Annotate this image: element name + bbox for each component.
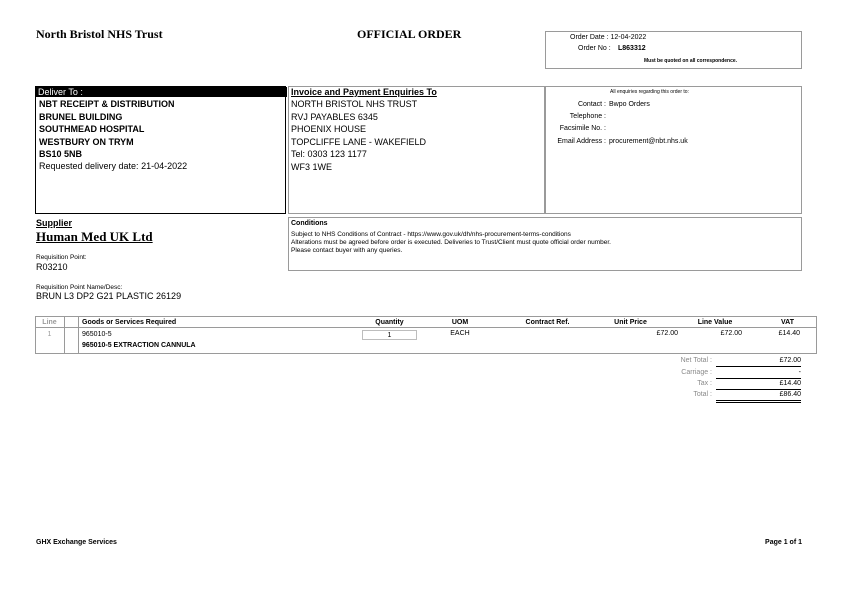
deliver-line: SOUTHMEAD HOSPITAL — [39, 124, 145, 134]
totals-rule — [716, 389, 801, 390]
totals-double-rule — [716, 402, 801, 403]
requested-delivery-date: Requested delivery date: 21-04-2022 — [39, 161, 188, 171]
column-header-contract: Contract Ref. — [525, 319, 570, 326]
deliver-line: BRUNEL BUILDING — [39, 111, 123, 122]
conditions-heading: Conditions — [291, 220, 328, 227]
enquiries-heading: All enquiries regarding this order to: — [610, 89, 689, 95]
deliver-line: WESTBURY ON TRYM — [39, 136, 134, 147]
carriage-value: - — [798, 369, 801, 376]
footer-page-number: Page 1 of 1 — [765, 539, 802, 546]
contact-value: Bwpo Orders — [609, 101, 650, 108]
invoice-line: NORTH BRISTOL NHS TRUST — [291, 99, 418, 109]
grand-total-value: £86.40 — [779, 391, 801, 398]
enquiries-box — [545, 86, 802, 214]
contact-label: Contact : — [577, 101, 606, 108]
deliver-line: NBT RECEIPT & DISTRIBUTION — [39, 99, 175, 109]
column-header-quantity: Quantity — [375, 319, 404, 326]
fax-label: Facsimile No. : — [559, 125, 606, 132]
totals-rule — [716, 378, 801, 379]
column-header-vat: VAT — [781, 319, 794, 326]
invoice-line: TOPCLIFFE LANE - WAKEFIELD — [291, 136, 427, 147]
conditions-line: Alterations must be agreed before order is executed. Deliveries to Trust/Client must quote official order number. — [291, 239, 611, 246]
supplier-name: Human Med UK Ltd — [36, 229, 153, 244]
column-header-goods: Goods or Services Required — [82, 319, 177, 326]
conditions-text — [291, 231, 611, 255]
column-header-uom: UOM — [451, 319, 469, 326]
column-header-line: Line — [42, 319, 57, 326]
telephone-label: Telephone : — [569, 113, 606, 120]
invoice-heading: Invoice and Payment Enquiries To — [291, 87, 437, 97]
invoice-line: WF3 1WE — [291, 161, 333, 172]
email-label: Email Address : — [557, 138, 606, 145]
invoice-line: RVJ PAYABLES 6345 — [291, 111, 378, 122]
requisition-point: R03210 — [36, 262, 68, 272]
order-date: Order Date : 12-04-2022 — [570, 34, 647, 41]
email-value: procurement@nbt.nhs.uk — [609, 138, 688, 145]
tax-value: £14.40 — [779, 380, 801, 387]
deliver-line: BS10 5NB — [39, 149, 83, 159]
order-info-box — [545, 31, 802, 69]
conditions-line: Please contact buyer with any queries. — [291, 247, 403, 254]
deliver-to-box — [35, 86, 286, 214]
invoice-line: Tel: 0303 123 1177 — [291, 149, 367, 159]
row-line-number: 1 — [47, 331, 52, 338]
tax-label: Tax : — [697, 380, 712, 387]
totals-rule — [716, 366, 801, 367]
grand-total-label: Total : — [693, 391, 712, 398]
net-total-label: Net Total : — [680, 357, 712, 364]
supplier-heading: Supplier — [36, 218, 73, 228]
column-header-line-value: Line Value — [697, 319, 733, 326]
row-uom: EACH — [450, 330, 470, 337]
requisition-point-name: BRUN L3 DP2 G21 PLASTIC 26129 — [36, 291, 182, 301]
table-row — [35, 328, 817, 354]
footer-left: GHX Exchange Services — [36, 539, 117, 546]
column-header-unit-price: Unit Price — [614, 319, 647, 326]
row-quantity: 1 — [362, 330, 417, 340]
net-total-value: £72.00 — [779, 357, 801, 364]
row-vat: £14.40 — [778, 330, 800, 337]
requisition-point-name-label: Requisition Point Name/Desc: — [36, 284, 123, 291]
order-number: L863312 — [618, 45, 646, 52]
order-no-label: Order No : — [578, 45, 611, 52]
deliver-address — [39, 98, 175, 161]
row-item-code: 965010-5 — [82, 331, 112, 338]
row-item-description: 965010-5 EXTRACTION CANNULA — [82, 342, 196, 349]
invoice-box — [288, 86, 545, 214]
deliver-to-heading: Deliver To : — [36, 87, 287, 97]
conditions-line: Subject to NHS Conditions of Contract - https://www.gov.uk/dh/nhs-procurement-terms-conditions — [291, 231, 571, 238]
totals-rule — [716, 400, 801, 401]
quote-note: Must be quoted on all correspondence. — [644, 58, 738, 64]
row-unit-price: £72.00 — [656, 330, 678, 337]
carriage-label: Carriage : — [681, 369, 712, 376]
requisition-point-label: Requisition Point: — [36, 254, 87, 261]
invoice-address — [291, 98, 426, 173]
row-line-value: £72.00 — [720, 330, 742, 337]
trust-name: North Bristol NHS Trust — [36, 27, 163, 41]
document-title: OFFICIAL ORDER — [357, 27, 462, 41]
invoice-line: PHOENIX HOUSE — [291, 124, 367, 134]
conditions-box — [288, 217, 802, 271]
